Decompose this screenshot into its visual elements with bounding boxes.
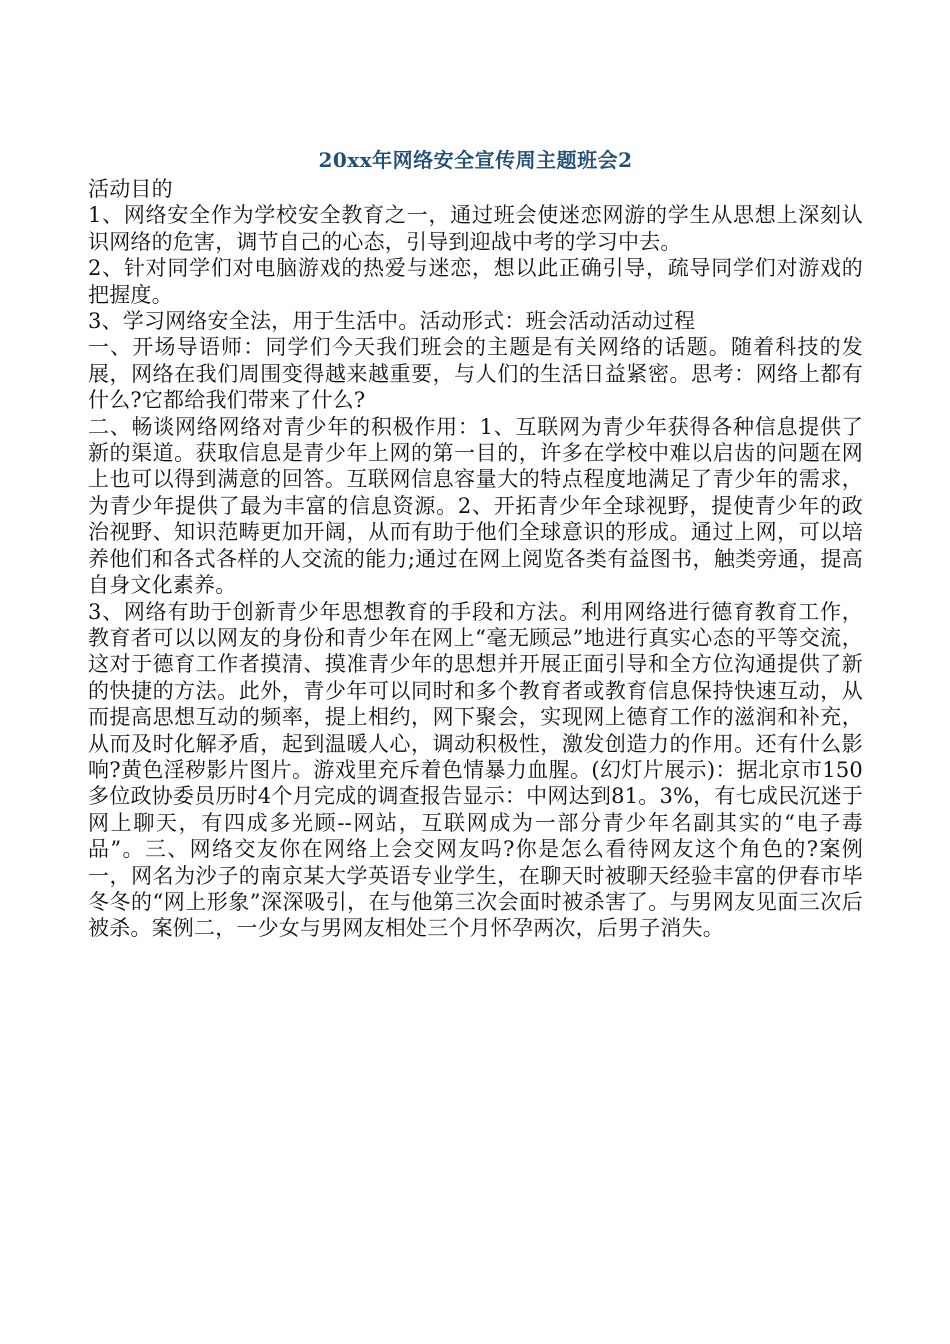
document-page — [88, 146, 863, 942]
document-title: 20xx年网络安全宣传周主题班会2 — [318, 148, 633, 172]
paragraph-purpose-2: 2、针对同学们对电脑游戏的热爱与迷恋，想以此正确引导，疏导同学们对游戏的把握度。 — [88, 256, 863, 307]
paragraph-opening: 一、开场导语师：同学们今天我们班会的主题是有关网络的话题。随着科技的发展，网络在我们周围变得越来越重要，与人们的生活日益紧密。思考：网络上都有什么?它都给我们带来了什么? — [88, 335, 863, 413]
document-body — [88, 176, 863, 942]
paragraph-purpose-heading: 活动目的 — [88, 177, 173, 201]
paragraph-purpose-3: 3、学习网络安全法，用于生活中。活动形式：班会活动活动过程 — [88, 309, 696, 334]
paragraph-positive-effects: 二、畅谈网络网络对青少年的积极作用：1、互联网为青少年获得各种信息提供了新的渠道。获取信息是青少年上网的第一目的，许多在学校中难以启齿的问题在网上也可以得到满意的回答。互联网信息容量大的特点程度地满足了青少年的需求，为青少年提供了最为丰富的信息资源。2、开拓青少年全球视野，提使青少年的政治视野、知识范畴更加开阔，从而有助于他们全球意识的形成。通过上网，可以培养他们和各式各样的人交流的能力;通过在网上阅览各类有益图书，触类旁通，提高自身文化素养。 — [88, 414, 863, 598]
paragraph-purpose-1: 1、网络安全作为学校安全教育之一，通过班会使迷恋网游的学生从思想上深刻认识网络的危害，调节自己的心态，引导到迎战中考的学习中去。 — [88, 203, 863, 254]
paragraph-education-and-dating: 3、网络有助于创新青少年思想教育的手段和方法。利用网络进行德育教育工作，教育者可以以网友的身份和青少年在网上“毫无顾忌”地进行真实心态的平等交流，这对于德育工作者摸清、摸准青少年的思想并开展正面引导和全方位沟通提供了新的快捷的方法。此外，青少年可以同时和多个教育者或教育信息保持快速互动，从而提高思想互动的频率，提上相约，网下聚会，实现网上德育工作的滋润和补充，从而及时化解矛盾，起到温暖人心，调动积极性，激发创造力的作用。还有什么影响?黄色淫秽影片图片。游戏里充斥着色情暴力血腥。(幻灯片展示)：据北京市150多位政协委员历时4个月完成的调查报告显示：中网达到81。3%，有七成民沉迷于网上聊天，有四成多光顾--网站，互联网成为一部分青少年名副其实的“电子毒品”。三、网络交友你在网络上会交网友吗?你是怎么看待网友这个角色的?案例一，网名为沙子的南京某大学英语专业学生，在聊天时被聊天经验丰富的伊春市毕冬冬的“网上形象”深深吸引，在与他第三次会面时被杀害了。与男网友见面三次后被杀。案例二，一少女与男网友相处三个月怀孕两次，后男子消失。 — [88, 599, 863, 941]
